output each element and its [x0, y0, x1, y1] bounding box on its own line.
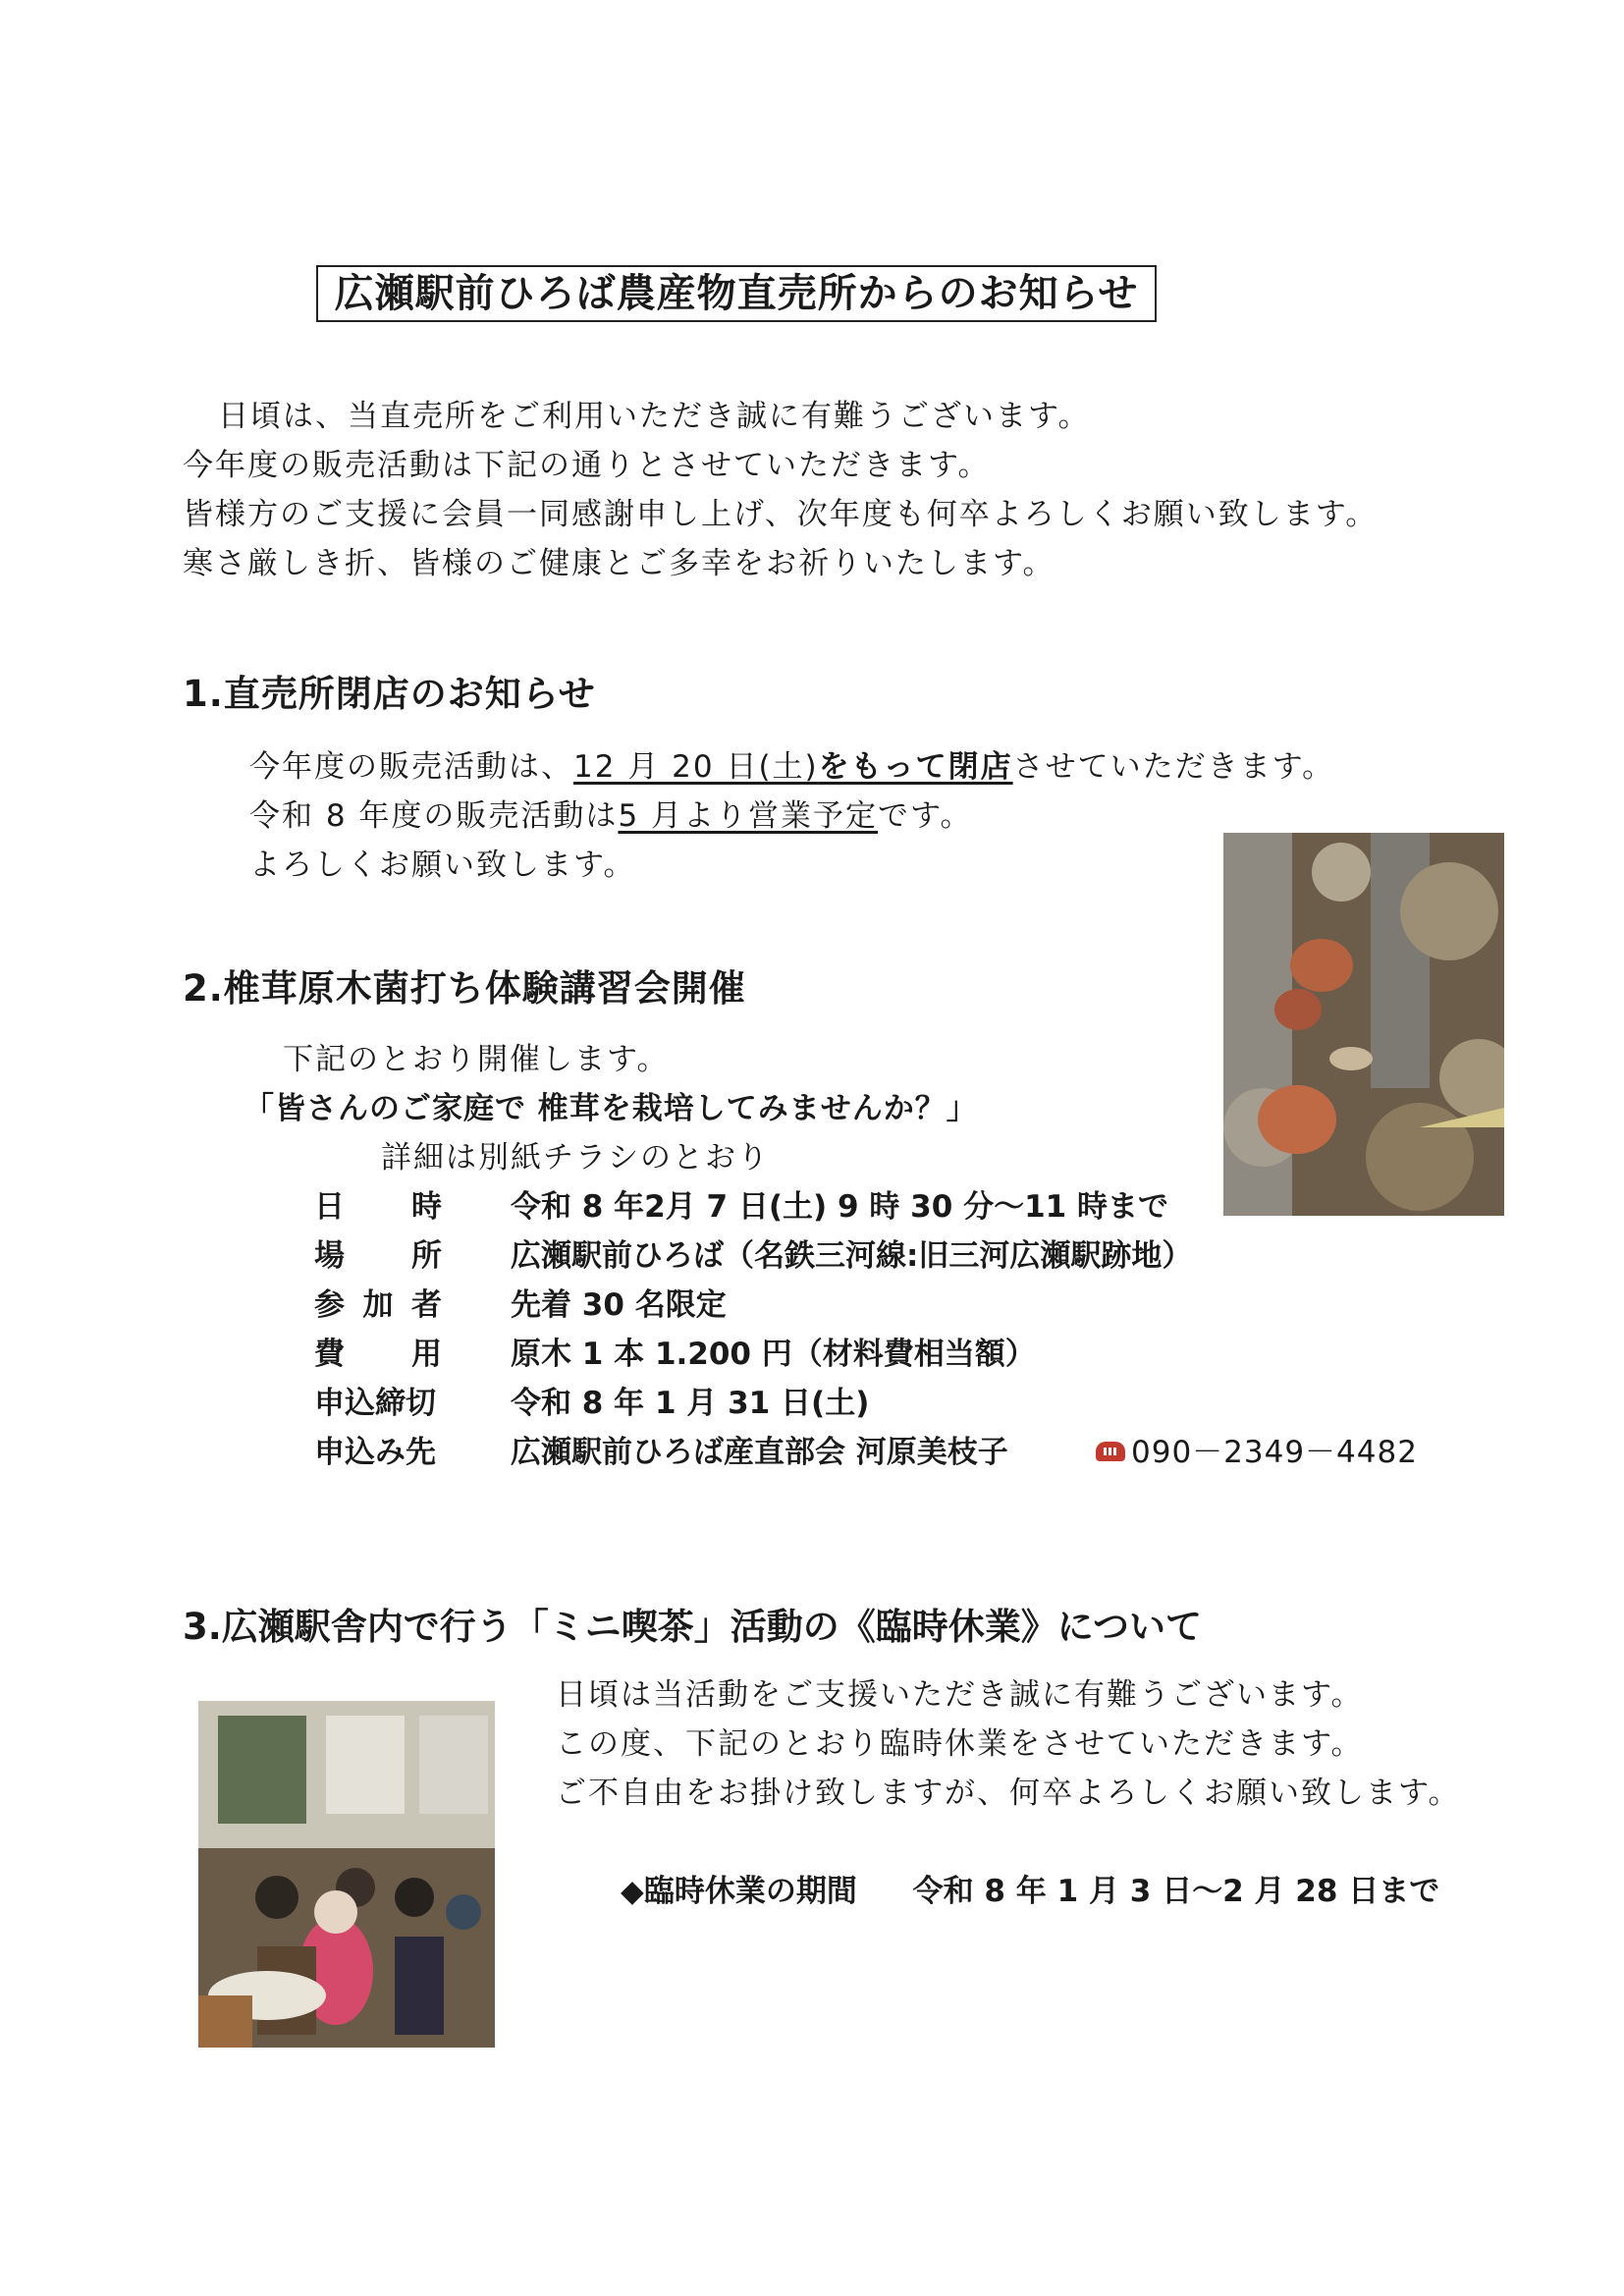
detail-row-participants: [314, 1280, 1192, 1329]
detail-value: 広瀬駅前ひろば産直部会 河原美枝子: [511, 1435, 1008, 1470]
detail-value: 令和 8 年 1 月 31 日(土): [511, 1386, 870, 1421]
detail-label: [314, 1329, 442, 1378]
intro-line: 寒さ厳しき折、皆様のご健康とご多幸をお祈りいたします。: [183, 546, 1056, 581]
intro-line: 皆様方のご支援に会員一同感謝申し上げ、次年度も何卒よろしくお願い致します。: [183, 497, 1379, 532]
label-char: 時: [411, 1189, 442, 1225]
section1-line1: [249, 741, 1334, 786]
detail-row-deadline: [314, 1378, 1192, 1427]
line2-post: です。: [878, 798, 973, 834]
intro-paragraph: [183, 392, 1378, 588]
detail-value: 先着 30 名限定: [511, 1287, 727, 1323]
line1-post: させていただきます。: [1012, 749, 1335, 785]
next-season-start: 5 月より営業予定: [618, 798, 879, 834]
intro-line: 今年度の販売活動は下記の通りとさせていただきます。: [183, 448, 991, 483]
label-char: 費: [314, 1337, 345, 1372]
detail-label: [314, 1280, 442, 1329]
detail-value: 原木 1 本 1.200 円（材料費相当額）: [511, 1337, 1036, 1372]
detail-label: [314, 1230, 442, 1280]
section3-heading: 3.広瀬駅舎内で行う「ミニ喫茶」活動の《臨時休業》について: [183, 1606, 1203, 1648]
event-details-table: [314, 1181, 1192, 1476]
section3-line: ご不自由をお掛け致しますが、何卒よろしくお願い致します。: [556, 1776, 1461, 1811]
closure-period-value: 令和 8 年 1 月 3 日～2 月 28 日まで: [912, 1874, 1440, 1909]
cafe-photo: [198, 1701, 495, 2048]
contact-phone: [1096, 1427, 1418, 1471]
label-char: 用: [411, 1337, 442, 1372]
closure-period: [621, 1866, 1439, 1910]
section2-heading: 2.椎茸原木菌打ち体験講習会開催: [183, 967, 746, 1010]
page-title: 広瀬駅前ひろば農産物直売所からのお知らせ: [316, 265, 1157, 322]
detail-label: 申込締切: [314, 1386, 436, 1421]
section2-catchphrase: 「皆さんのご家庭で 椎茸を栽培してみませんか？」: [244, 1091, 978, 1126]
closing-date: 12 月 20 日(土): [573, 749, 819, 785]
label-char: 加: [362, 1287, 394, 1323]
shiitake-photo: [1223, 833, 1504, 1216]
line1-pre: 今年度の販売活動は、: [249, 749, 573, 785]
line2-pre: 令和 8 年度の販売活動は: [249, 798, 619, 834]
label-char: 参: [314, 1287, 345, 1323]
section1-line2: [249, 791, 973, 835]
telephone-icon: [1096, 1442, 1125, 1461]
detail-row-datetime: [314, 1181, 1192, 1230]
label-char: 者: [411, 1287, 442, 1323]
detail-row-contact: [314, 1427, 1192, 1476]
section3-line: この度、下記のとおり臨時休業をさせていただきます。: [556, 1726, 1364, 1762]
label-char: 所: [411, 1238, 442, 1274]
detail-value: 広瀬駅前ひろば（名鉄三河線:旧三河広瀬駅跡地）: [511, 1238, 1193, 1274]
closing-phrase: をもって閉店: [818, 749, 1013, 785]
section2-lead: 下記のとおり開催します。: [283, 1042, 670, 1077]
section1-heading: 1.直売所閉店のお知らせ: [183, 673, 596, 715]
detail-label: 申込み先: [314, 1435, 436, 1470]
section2-note: 詳細は別紙チラシのとおり: [381, 1140, 770, 1175]
section1-line3: よろしくお願い致します。: [249, 847, 636, 883]
intro-line: 日頃は、当直売所をご利用いただき誠に有難うございます。: [218, 399, 1091, 434]
detail-label: [314, 1181, 442, 1230]
closure-period-label: ◆臨時休業の期間: [621, 1874, 857, 1909]
detail-row-cost: [314, 1329, 1192, 1378]
phone-number: 090－2349－4482: [1131, 1435, 1418, 1470]
label-char: 場: [314, 1238, 345, 1274]
detail-row-place: [314, 1230, 1192, 1280]
section3-line: 日頃は当活動をご支援いただき誠に有難うございます。: [556, 1677, 1364, 1713]
label-char: 日: [314, 1189, 345, 1225]
detail-value: 令和 8 年2月 7 日(土) 9 時 30 分～11 時まで: [511, 1189, 1169, 1225]
